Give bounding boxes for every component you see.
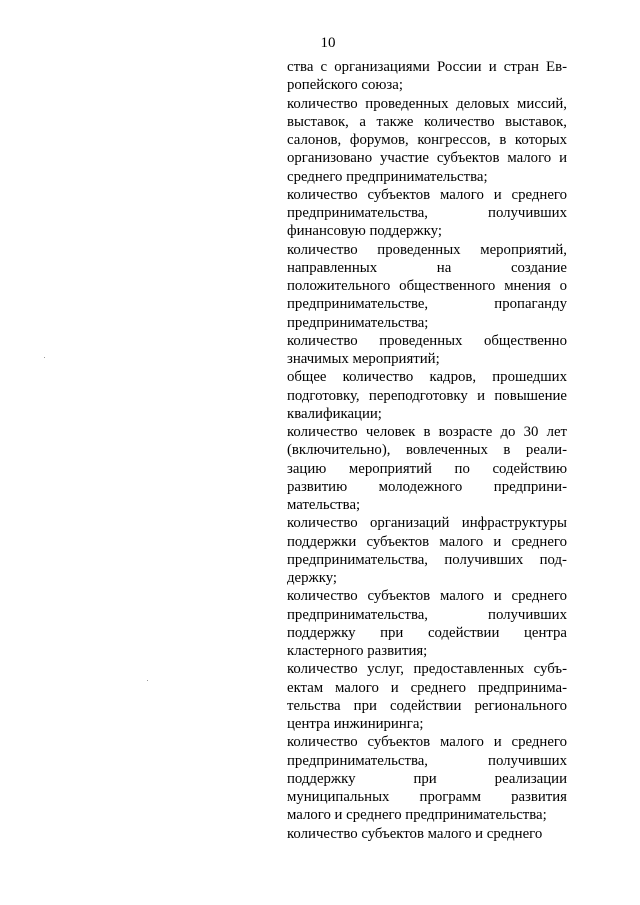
- scan-speck: [147, 680, 148, 681]
- text-line: положительного общественного мнения о: [287, 278, 567, 294]
- paragraph: [287, 58, 567, 95]
- text-line: количество субъектов малого и среднего: [287, 186, 567, 203]
- text-line: количество человек в возрасте до 30 лет: [287, 424, 567, 440]
- paragraph: [287, 368, 567, 423]
- text-line: поддержку при реализации: [287, 770, 567, 787]
- text-line: количество проведенных общественно: [287, 332, 567, 349]
- text-line: количество субъектов малого и среднего: [287, 734, 567, 751]
- text-line: развитию молодежного предприни-: [287, 478, 567, 495]
- text-line: держку;: [287, 570, 338, 586]
- text-line: количество услуг, предоставленных субъ-: [287, 661, 567, 678]
- text-line: ства с организациями России и стран Ев-: [287, 59, 567, 75]
- scan-speck: [44, 357, 45, 358]
- text-line: предпринимательства, получивших: [287, 205, 567, 221]
- text-line: направленных на создание: [287, 259, 567, 276]
- text-line: кластерного развития;: [287, 643, 428, 659]
- text-line: ектам малого и среднего предпринима-: [287, 679, 567, 696]
- paragraph: [287, 423, 567, 514]
- text-line: поддержку при содействии центра: [287, 624, 567, 641]
- text-line: предпринимательства;: [287, 314, 429, 331]
- paragraph: [287, 660, 567, 733]
- text-line: квалификации;: [287, 405, 382, 422]
- text-line: центра инжиниринга;: [287, 716, 424, 732]
- text-line: финансовую поддержку;: [287, 223, 442, 240]
- text-line: малого и среднего предпринимательства;: [287, 807, 547, 824]
- text-line: количество проведенных мероприятий,: [287, 241, 567, 258]
- text-line: значимых мероприятий;: [287, 351, 440, 367]
- text-line: выставок, а также количество выставок,: [287, 113, 567, 130]
- text-line: количество субъектов малого и среднего: [287, 588, 567, 605]
- text-line: среднего предпринимательства;: [287, 168, 488, 185]
- text-line: зацию мероприятий по содействию: [287, 460, 567, 477]
- text-line: салонов, форумов, конгрессов, в которых: [287, 132, 567, 148]
- text-line: тельства при содействии регионального: [287, 697, 567, 714]
- text-line: предпринимательстве, пропаганду: [287, 296, 567, 313]
- text-line: подготовку, переподготовку и повышение: [287, 387, 567, 404]
- text-line: организовано участие субъектов малого и: [287, 150, 567, 167]
- paragraph: [287, 95, 567, 186]
- paragraph: [287, 587, 567, 660]
- paragraph: [287, 332, 567, 369]
- text-line: предпринимательства, получивших под-: [287, 551, 567, 568]
- text-line: ропейского союза;: [287, 77, 403, 94]
- text-line: поддержки субъектов малого и среднего: [287, 533, 567, 550]
- text-line: муниципальных программ развития: [287, 789, 567, 805]
- paragraph: [287, 733, 567, 824]
- text-line: количество субъектов малого и среднего: [287, 825, 543, 842]
- paragraph: [287, 514, 567, 587]
- paragraph: [287, 241, 567, 332]
- text-line: мательства;: [287, 497, 361, 513]
- paragraph: [287, 825, 567, 843]
- paragraph: [287, 186, 567, 241]
- text-line: количество проведенных деловых миссий,: [287, 95, 567, 112]
- text-line: (включительно), вовлеченных в реали-: [287, 442, 567, 459]
- text-line: общее количество кадров, прошедших: [287, 369, 567, 386]
- text-line: предпринимательства, получивших: [287, 606, 567, 623]
- text-line: предпринимательства, получивших: [287, 752, 567, 769]
- page-number: 10: [320, 35, 336, 51]
- text-line: количество организаций инфраструктуры: [287, 515, 567, 532]
- document-body-text: [287, 58, 567, 843]
